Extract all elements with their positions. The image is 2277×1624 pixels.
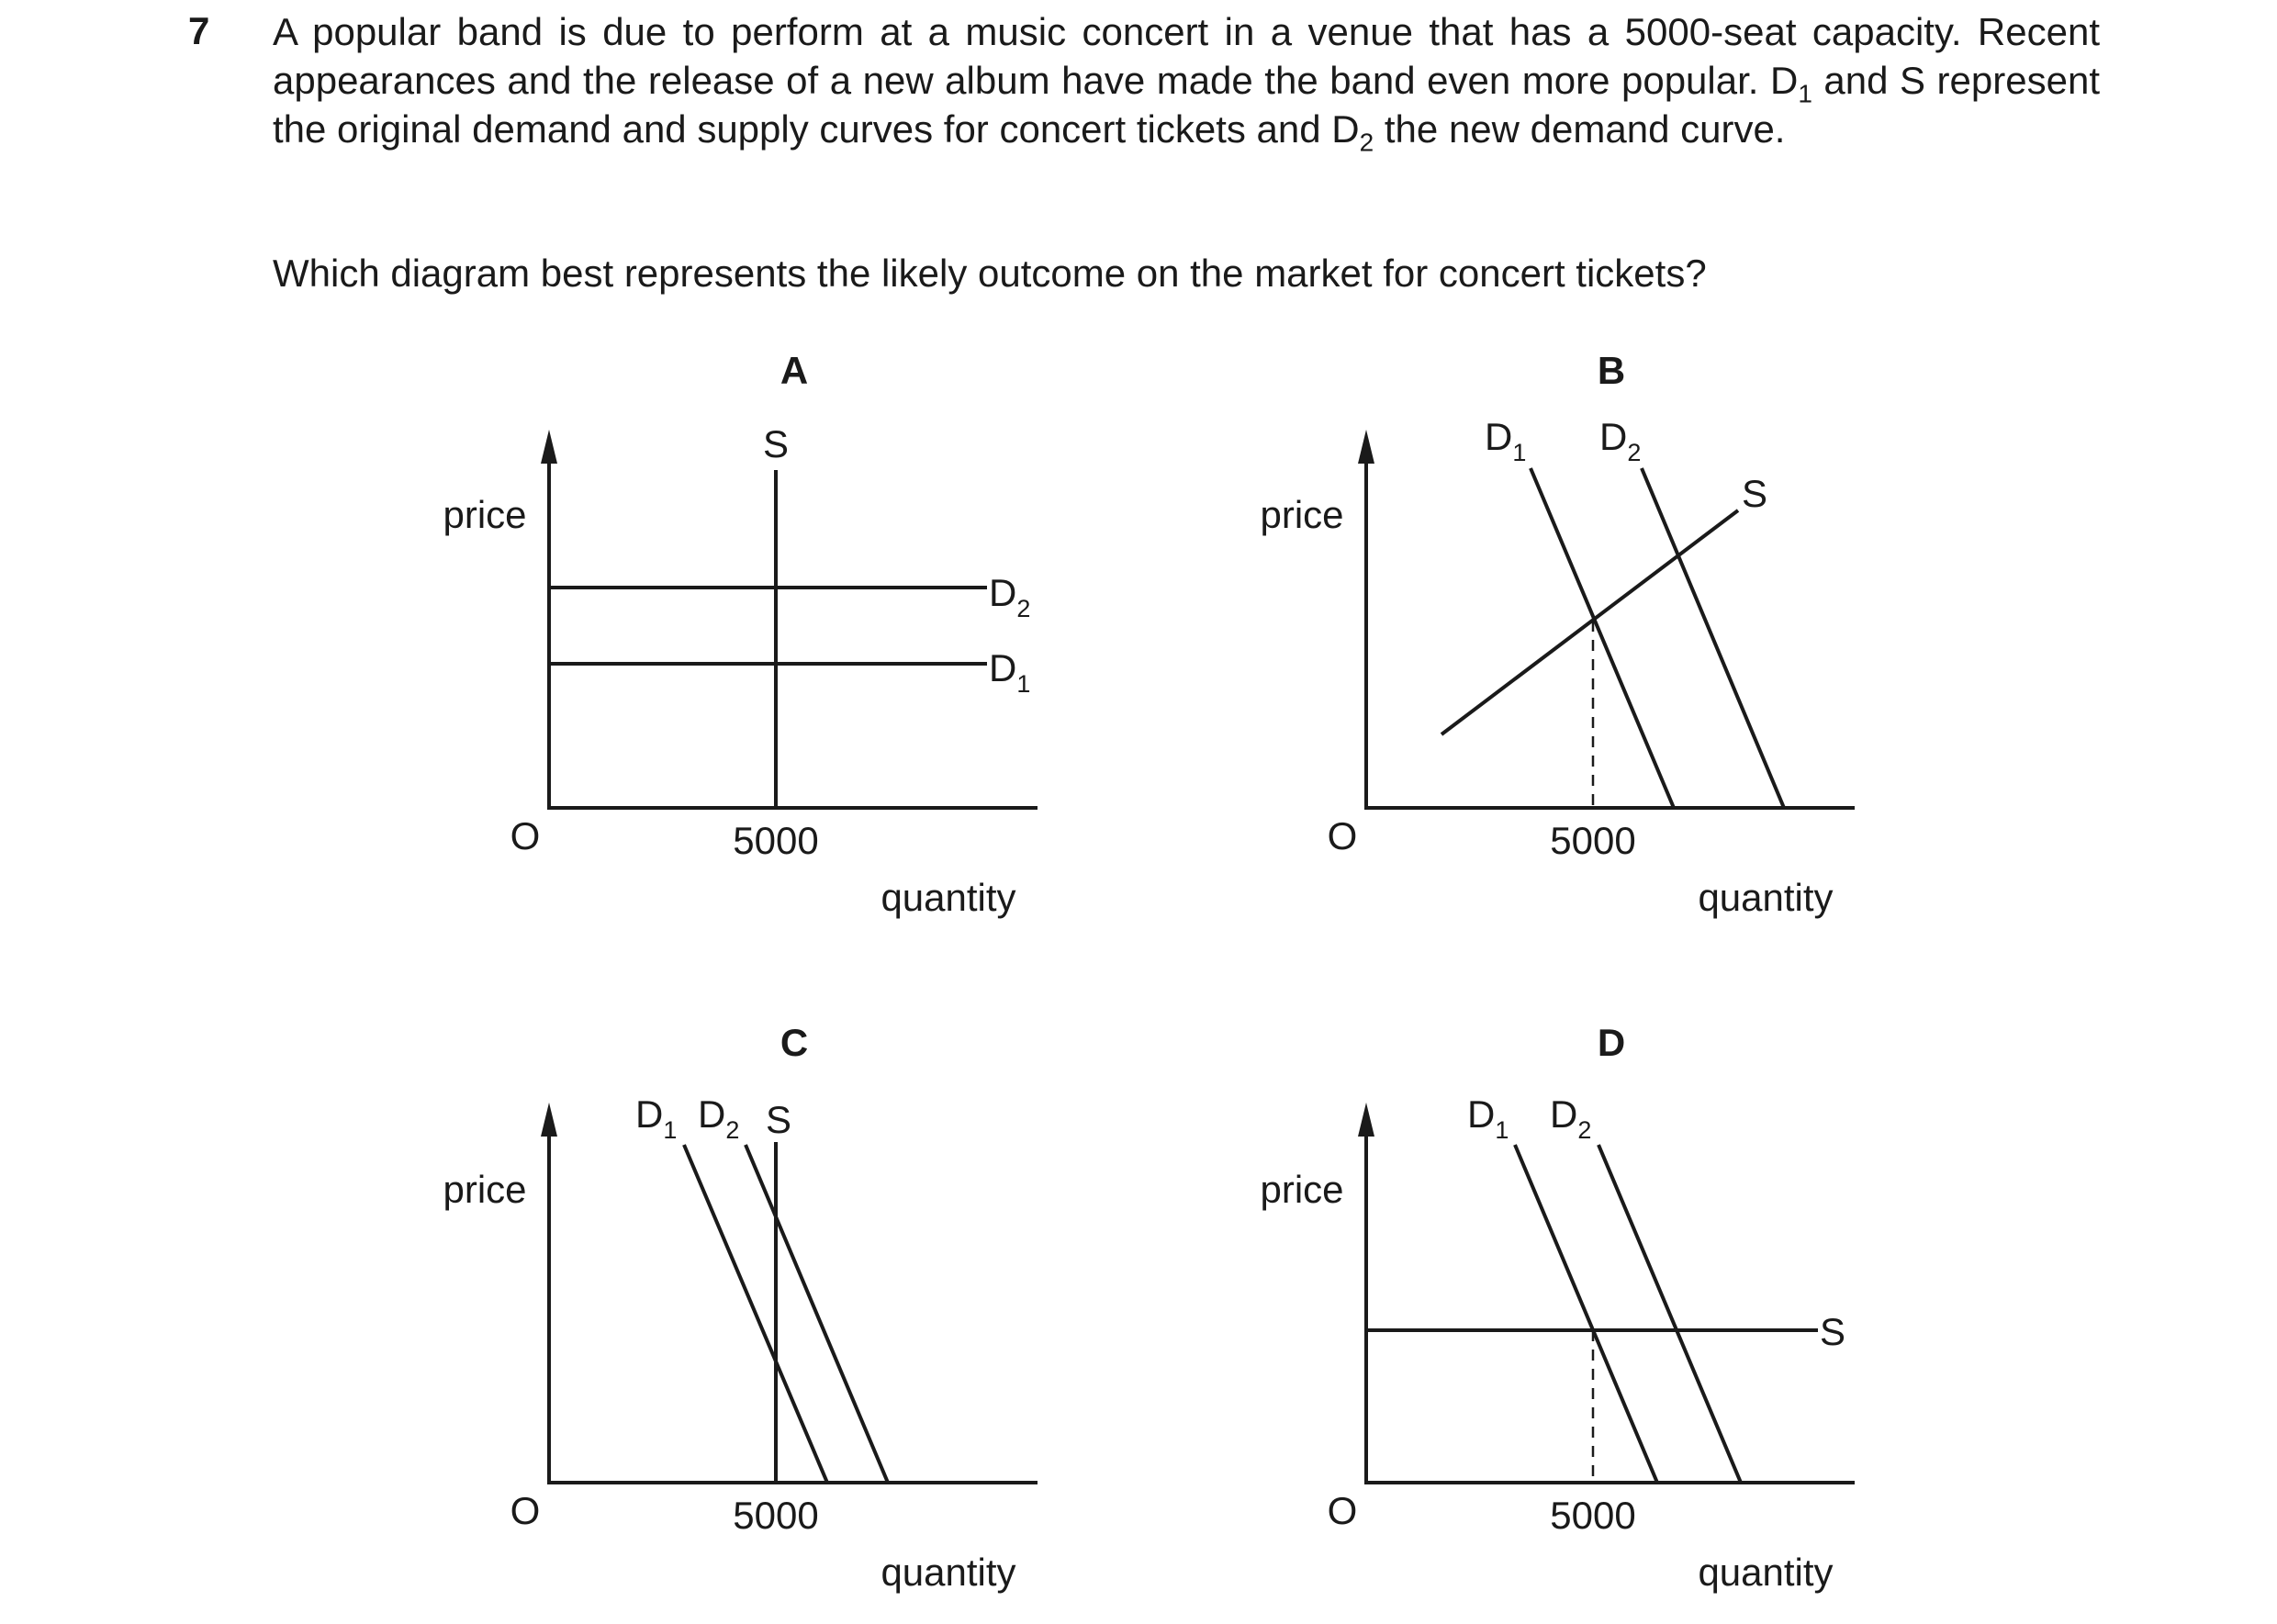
- price-axis-arrow: [541, 430, 557, 464]
- supply-curve: [1441, 510, 1738, 734]
- supply-label: S: [762, 422, 790, 465]
- demand-label-d2: D2: [1550, 1092, 1592, 1144]
- demand-curve-d1: [1515, 1145, 1657, 1483]
- capacity-label: 5000: [1550, 1494, 1636, 1537]
- capacity-label: 5000: [1550, 819, 1636, 862]
- quantity-axis-label: quantity: [1698, 876, 1834, 919]
- diagram-c: [443, 1021, 1038, 1594]
- price-axis-label: price: [443, 1168, 527, 1211]
- supply-label: S: [1820, 1310, 1846, 1353]
- demand-label-d1: D1: [1467, 1092, 1509, 1144]
- supply-label: S: [1742, 472, 1768, 515]
- question-text: A popular band is due to perform at a music concert in a venue that has a 5000-seat capacity. Recent appearances and the release of a new album have made the band even more popular. $D_1$ and S represent the original demand and supply curves for concert tickets and $D_2$ the new demand curve.: [273, 10, 2100, 157]
- option-letter-d: D: [1597, 1021, 1626, 1064]
- price-axis-label: price: [1260, 493, 1344, 536]
- price-axis-label: price: [1260, 1168, 1344, 1211]
- price-axis-label: price: [443, 493, 527, 536]
- demand-curve-d1: [1531, 468, 1674, 808]
- diagram-d: [1260, 1021, 1855, 1594]
- price-axis-arrow: [1358, 430, 1374, 464]
- demand-label-d2: D2: [1599, 415, 1642, 466]
- price-axis-arrow: [541, 1103, 557, 1137]
- quantity-axis-label: quantity: [881, 876, 1016, 919]
- capacity-label: 5000: [733, 1494, 819, 1537]
- demand-curve-d2: [1598, 1145, 1741, 1483]
- question-prompt: Which diagram best represents the likely outcome on the market for concert tickets?: [273, 252, 1707, 295]
- demand-label-d2: D2: [698, 1092, 740, 1144]
- diagram-a: [443, 349, 1038, 919]
- quantity-axis-label: quantity: [881, 1551, 1016, 1594]
- demand-label-d1: D1: [635, 1092, 678, 1144]
- origin-label: O: [510, 814, 541, 857]
- demand-curve-d2: [1642, 468, 1784, 808]
- diagram-b: [1260, 349, 1855, 919]
- demand-label-d1: D1: [1485, 415, 1527, 466]
- supply-label: S: [765, 1098, 792, 1141]
- quantity-axis-label: quantity: [1698, 1551, 1834, 1594]
- demand-curve-d1: [684, 1145, 827, 1483]
- option-letter-a: A: [780, 349, 809, 392]
- origin-label: O: [510, 1489, 541, 1532]
- origin-label: O: [1327, 814, 1358, 857]
- origin-label: O: [1327, 1489, 1358, 1532]
- demand-curve-d2: [746, 1145, 888, 1483]
- question-number: 7: [188, 9, 210, 52]
- option-letter-c: C: [780, 1021, 809, 1064]
- capacity-label: 5000: [733, 819, 819, 862]
- price-axis-arrow: [1358, 1103, 1374, 1137]
- option-letter-b: B: [1597, 349, 1626, 392]
- demand-label-d1: D1: [989, 646, 1031, 698]
- demand-label-d2: D2: [989, 571, 1031, 622]
